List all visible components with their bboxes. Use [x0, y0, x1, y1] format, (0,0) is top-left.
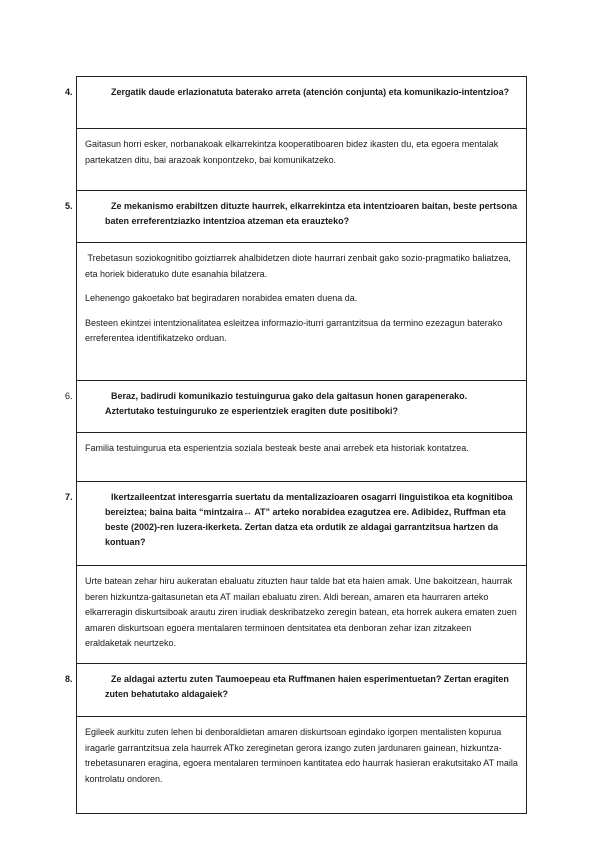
- answer-6: [77, 433, 526, 481]
- question-number: 5.: [65, 201, 73, 211]
- question-text: Ze mekanismo erabiltzen dituzte haurrek, elkarrekintza eta intentzioaren baitan, beste pertsona baten erreferentziazko intentzioa atzeman eta erauzteko?: [105, 201, 518, 226]
- qa-block-7: [65, 481, 527, 664]
- answer-4: [77, 129, 526, 190]
- answer-paragraph: Lehenengo gakoetako bat begiradaren norabidea ematen duena da.: [85, 293, 358, 303]
- question-8: [65, 664, 526, 717]
- question-number: 6.: [65, 391, 73, 401]
- question-number: 8.: [65, 674, 73, 684]
- qa-document: [65, 76, 527, 813]
- question-7: [65, 482, 526, 566]
- answer-5: [77, 243, 526, 380]
- question-6: [65, 381, 526, 433]
- question-text: Beraz, badirudi komunikazio testuingurua gako dela gaitasun honen garapenerako. Aztertutako testuinguruko ze esperientziek eragiten dute positiboki?: [105, 391, 468, 416]
- qa-block-6: [65, 380, 527, 482]
- qa-block-8: [65, 663, 527, 814]
- question-text: Ze aldagai aztertu zuten Taumoepeau eta Ruffmanen haien esperimentuetan? Zertan eragiten zuten behatutako aldagaiek?: [105, 674, 509, 699]
- answer-paragraph: Gaitasun horri esker, norbanakoak elkarrekintza kooperatiboaren bidez ikasten du, eta egoera mentalak partekatzen ditu, bai arazoak konpontzeko, bai komunikatzeko.: [85, 139, 499, 165]
- question-number: 7.: [65, 492, 73, 502]
- question-text: Zergatik daude erlazionatuta baterako arreta (atención conjunta) eta komunikazio-intentzioa?: [111, 87, 510, 97]
- qa-block-5: [65, 190, 527, 381]
- question-5: [65, 191, 526, 243]
- question-4: [65, 77, 526, 129]
- answer-8: [77, 717, 526, 813]
- question-text: Ikertzaileentzat interesgarria suertatu da mentalizazioaren osagarri linguistikoa eta kognitiboa bereiztea; baina baita “mintzaira↔ AT” arteko norabidea ezagutzea ere. Adibidez, Ruffman eta beste (2002)-ren luzera-ikerketa. Zertan datza eta ordutik ze aldagai garrantzitsua hartzen da kontuan?: [105, 492, 513, 547]
- answer-7: [77, 566, 526, 663]
- question-number: 4.: [65, 87, 73, 97]
- answer-paragraph: Egileek aurkitu zuten lehen bi denboraldietan amaren diskurtsoan egindako igorpen mentalisten kopurua iragarle garrantzitsua zela haurrek ATko zereginetan gerora izango zuten jardunaren gainean, hizkuntza-trebetasunaren eragina, egoera mentalaren terminoen kantitatea edo haurrak hasieran erakutsitako AT maila kontrolatu ondoren.: [85, 727, 518, 784]
- answer-paragraph: Familia testuingurua eta esperientzia soziala besteak beste anai arrebek eta historiak kontatzea.: [85, 443, 469, 453]
- qa-block-4: [65, 76, 527, 191]
- answer-paragraph: Urte batean zehar hiru aukeratan ebaluatu zituzten haur talde bat eta haien amak. Une bakoitzean, haurrak beren hizkuntza-gaitasunetan eta AT mailan ebaluatu ziren. Aldi berean, amaren eta haurraren arteko elkarreragin diskurtsiboak arautu ziren irudiak deskribatzeko zeregin batean, eta horrek aukera ematen zuen amaren diskurtsoan egoera mentalaren terminoen dentsitatea eta denboran zehar izan zitzakeen eraldaketak neurtzeko.: [85, 576, 517, 648]
- answer-paragraph: Trebetasun soziokognitibo goiztiarrek ahalbidetzen diote haurrari zenbait gako sozio-pragmatiko baliatzea, eta horiek bideratuko dute esanahia bilatzera.: [85, 253, 514, 279]
- answer-paragraph: Besteen ekintzei intentzionalitatea esleitzea informazio-iturri garrantzitsua da termino ezezagun baterako erreferentea identifikatzeko orduan.: [85, 317, 503, 343]
